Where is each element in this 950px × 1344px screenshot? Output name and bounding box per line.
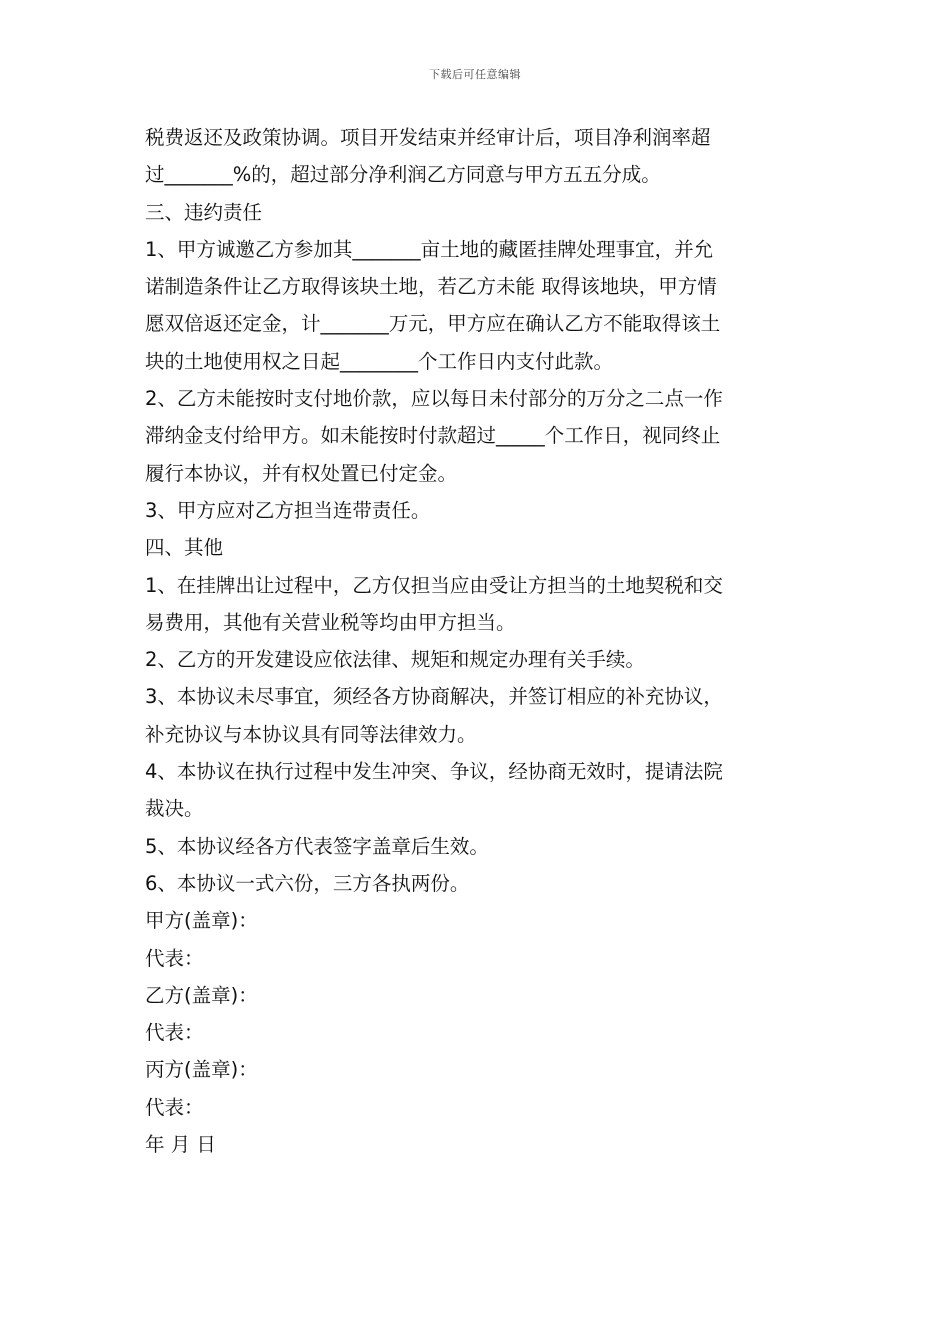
clause-line: 滞纳金支付给甲方。如未能按时付款超过_____个工作日，视同终止 (145, 424, 721, 448)
header-note: 下载后可任意编辑 (429, 68, 521, 81)
clause-line: 3、本协议未尽事宜，须经各方协商解决，并签订相应的补充协议， (145, 685, 723, 709)
body-line: 过_______%的，超过部分净利润乙方同意与甲方五五分成。 (145, 163, 661, 187)
signature-party-c: 丙方(盖章)： (145, 1058, 258, 1082)
clause-line: 5、本协议经各方代表签字盖章后生效。 (145, 834, 489, 858)
clause-line: 裁决。 (145, 797, 204, 821)
clause-line: 诺制造条件让乙方取得该块土地，若乙方未能 取得该地块，甲方情 (145, 275, 717, 299)
section-heading: 四、其他 (145, 536, 224, 560)
signature-representative: 代表： (145, 946, 204, 970)
clause-line: 履行本协议，并有权处置已付定金。 (145, 461, 458, 485)
signature-representative: 代表： (145, 1095, 204, 1119)
document-body (145, 119, 810, 1163)
clause-line: 1、甲方诚邀乙方参加其_______亩土地的藏匿挂牌处理事宜，并允 (145, 237, 714, 261)
section-heading: 三、违约责任 (145, 200, 263, 224)
clause-line: 6、本协议一式六份，三方各执两份。 (145, 871, 470, 895)
signature-date: 年 月 日 (145, 1133, 216, 1157)
clause-line: 易费用，其他有关营业税等均由甲方担当。 (145, 610, 516, 634)
body-line: 税费返还及政策协调。项目开发结束并经审计后，项目净利润率超 (145, 126, 711, 149)
clause-line: 愿双倍返还定金，计_______万元，甲方应在确认乙方不能取得该土 (145, 312, 721, 336)
signature-party-b: 乙方(盖章)： (145, 983, 258, 1007)
clause-line: 2、乙方未能按时支付地价款，应以每日未付部分的万分之二点一作 (145, 387, 723, 411)
clause-line: 1、在挂牌出让过程中，乙方仅担当应由受让方担当的土地契税和交 (145, 573, 723, 597)
clause-line: 3、甲方应对乙方担当连带责任。 (145, 498, 431, 522)
clause-line: 2、乙方的开发建设应依法律、规矩和规定办理有关手续。 (145, 648, 645, 672)
signature-party-a: 甲方(盖章)： (145, 909, 258, 933)
clause-line: 补充协议与本协议具有同等法律效力。 (145, 722, 477, 746)
clause-line: 块的土地使用权之日起________个工作日内支付此款。 (145, 349, 614, 373)
clause-line: 4、本协议在执行过程中发生冲突、争议，经协商无效时，提请法院 (145, 760, 723, 784)
signature-representative: 代表： (145, 1021, 204, 1045)
